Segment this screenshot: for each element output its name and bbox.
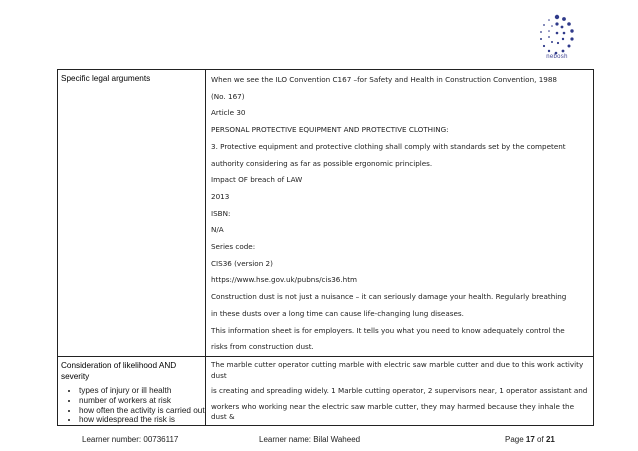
table-row-legal [58, 70, 594, 357]
list-item: • types of injury or ill health [79, 386, 205, 396]
text-line: Article 30 [211, 108, 246, 118]
likelihood-label-cell [58, 356, 206, 425]
text-line: Impact OF breach of LAW [211, 175, 303, 185]
paragraph: The marble cutter operator cutting marble with electric saw marble cutter and due to this work activity dust [211, 359, 584, 380]
list-item: • how widespread the risk is [79, 415, 205, 425]
likelihood-severity-label: Consideration of likelihood AND severity [61, 360, 177, 381]
likelihood-content [206, 357, 593, 423]
page-total: 21 [545, 435, 555, 444]
url-text: https://www.hse.gov.uk/pubns/cis36.htm [211, 275, 358, 285]
text-line: Construction dust is not just a nuisance – it can seriously damage your health. Regularly breathing [211, 292, 567, 302]
text-line: in these dusts over a long time can cause life-changing lung diseases. [211, 308, 464, 318]
text-line: PERSONAL PROTECTIVE EQUIPMENT AND PROTECTIVE CLOTHING: [211, 125, 449, 135]
page-current: 17 [525, 435, 535, 444]
table-row-likelihood [58, 356, 594, 425]
logo-text: nebosh [546, 54, 568, 60]
text-line: risks from construction dust. [211, 342, 314, 352]
considerations-list [58, 386, 205, 425]
text-line: CIS36 (version 2) [211, 258, 273, 268]
legal-label-cell [58, 70, 206, 357]
text-line: This information sheet is for employers. It tells you what you need to know adequately control the [211, 325, 565, 335]
legal-content [206, 70, 593, 356]
text-line: authority considering as far as possible ergonomic principles. [211, 158, 433, 168]
text-line: Series code: [211, 242, 256, 252]
likelihood-content-cell [206, 356, 594, 425]
list-item: • how often the activity is carried out [79, 406, 205, 416]
paragraph: workers who working near the electric saw marble cutter, they may harmed because they inhale the dust & [211, 401, 575, 422]
legal-arguments-label: Specific legal arguments [61, 74, 151, 83]
text-line: N/A [211, 225, 224, 235]
page-of: of [534, 435, 546, 444]
text-line: ISBN: [211, 208, 231, 218]
list-item: • number of workers at risk [79, 396, 205, 406]
page-indicator [505, 435, 555, 444]
legal-content-cell [206, 70, 594, 357]
assessment-table [57, 69, 594, 426]
page-prefix: Page [505, 435, 526, 444]
text-line: 2013 [211, 191, 230, 201]
paragraph: is creating and spreading widely. 1 Marble cutting operator, 2 supervisors near, 1 operator assistant and [211, 386, 588, 396]
learner-name: Learner name: Bilal Waheed [259, 435, 361, 444]
text-line: When we see the ILO Convention C167 –for Safety and Health in Construction Convention, 1988 [211, 75, 557, 84]
learner-number: Learner number: 00736117 [82, 435, 179, 444]
text-line: 3. Protective equipment and protective clothing shall comply with standards set by the competent [211, 141, 566, 151]
text-line: (No. 167) [211, 91, 245, 101]
